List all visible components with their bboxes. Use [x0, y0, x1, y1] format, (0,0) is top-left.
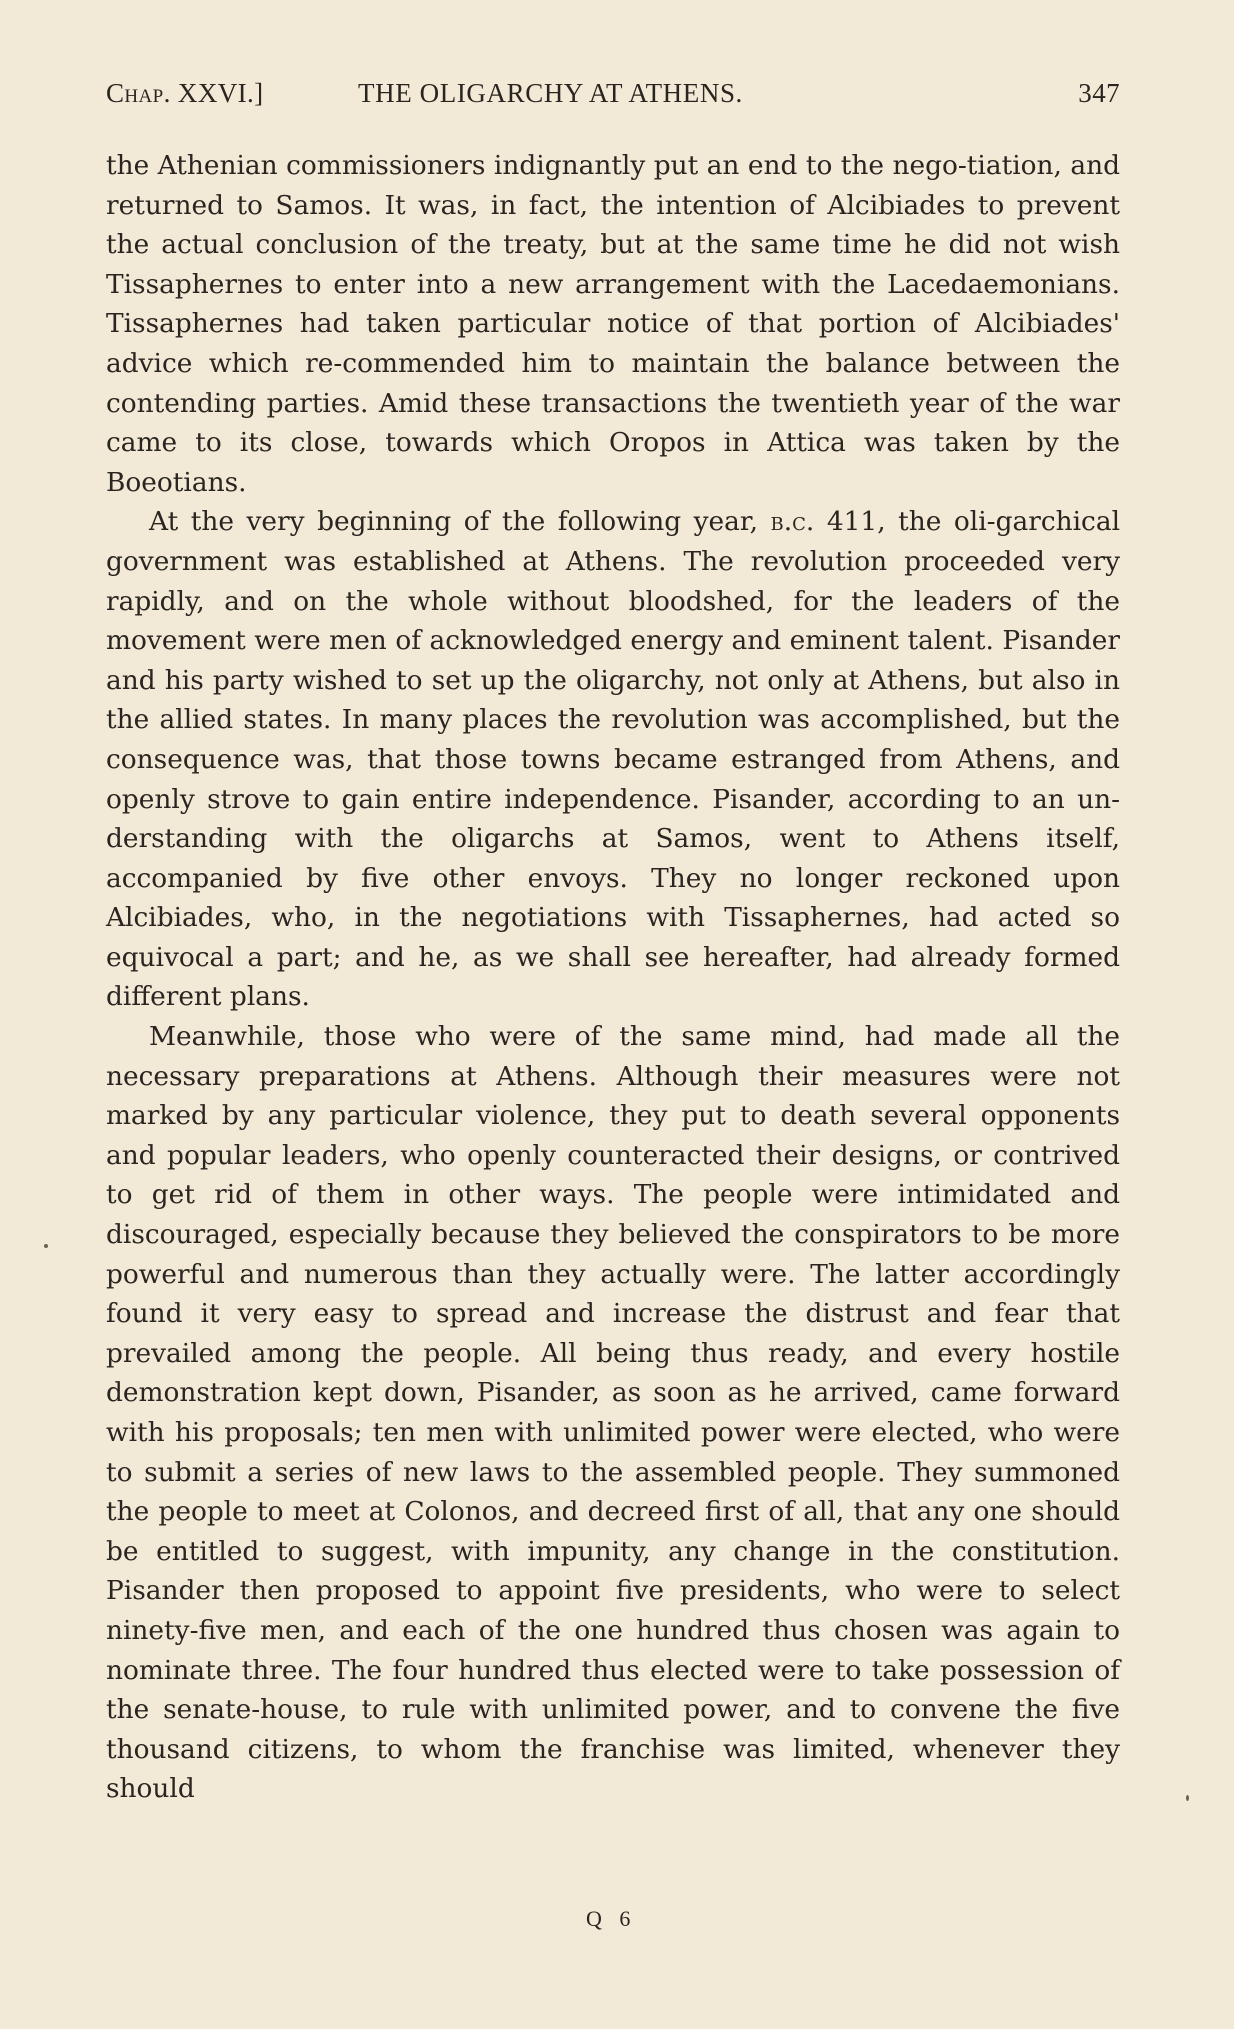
- signature-mark: Q 6: [586, 1906, 637, 1931]
- paragraph-preparations: Meanwhile, those who were of the same mind, had made all the necessary preparations at Athens. Although their measures were not marked by any particular violence, they put to death several opponents and popular leaders, who openly counteracted their designs, or contrived to get rid of them in other ways. The people were intimidated and discouraged, especially because they believed the conspirators to be more powerful and numerous than they actually were. The latter accordingly found it very easy to spread and increase the distrust and fear that prevailed among the people. All being thus ready, and every hostile demonstration kept down, Pisander, as soon as he arrived, came forward with his proposals; ten men with unlimited power were elected, who were to submit a series of new laws to the assembled people. They summoned the people to meet at Colonos, and decreed first of all, that any one should be entitled to suggest, with impunity, any change in the constitution. Pisander then proposed to appoint five presidents, who were to select ninety-five men, and each of the one hundred thus chosen was again to nominate three. The four hundred thus elected were to take possession of the senate-house, to rule with unlimited power, and to convene the five thousand citizens, to whom the franchise was limited, whenever they should: [106, 1021, 1120, 1805]
- paragraph-text-after-date: 411, the oli-garchical government was established at Athens. The revolution proceeded very rapidly, and on the whole without bloodshed, for the leaders of the movement were men of acknowledged energy and eminent talent. Pisander and his party wished to set up the oligarchy, not only at Athens, but also in the allied states. In many places the revolution was accomplished, but the consequence was, that those towns became estranged from Athens, and openly strove to gain entire independence. Pisander, according to an un-derstanding with the oligarchs at Samos, went to Athens itself, accompanied by five other envoys. They no longer reckoned upon Alcibiades, who, in the negotiations with Tissaphernes, had acted so equivocal a part; and he, as we shall see hereafter, had already formed different plans.: [106, 506, 1121, 1013]
- running-title: THE OLIGARCHY AT ATHENS.: [358, 78, 743, 108]
- page-number: 347: [1078, 78, 1120, 108]
- paragraph-text-before-date: At the very beginning of the following year,: [149, 506, 771, 538]
- paragraph-oligarchy-established: [106, 502, 1120, 1017]
- paper-speck: [1186, 1795, 1189, 1801]
- era-abbreviation: b.c.: [770, 506, 815, 538]
- chapter-reference: Chap. XXVI.]: [106, 78, 264, 108]
- paragraph-continued: the Athenian commissioners indignantly put an end to the nego-tiation, and returned to Samos. It was, in fact, the intention of Alcibiades to prevent the actual conclusion of the treaty, but at the same time he did not wish Tissaphernes to enter into a new arrangement with the Lacedaemonians. Tissaphernes had taken particular notice of that portion of Alcibiades' advice which re-commended him to maintain the balance between the contending parties. Amid these transactions the twentieth year of the war came to its close, towards which Oropos in Attica was taken by the Boeotians.: [106, 150, 1120, 498]
- running-head: [106, 78, 1120, 118]
- paper-speck: [44, 1244, 48, 1248]
- body-text: [106, 146, 1120, 1809]
